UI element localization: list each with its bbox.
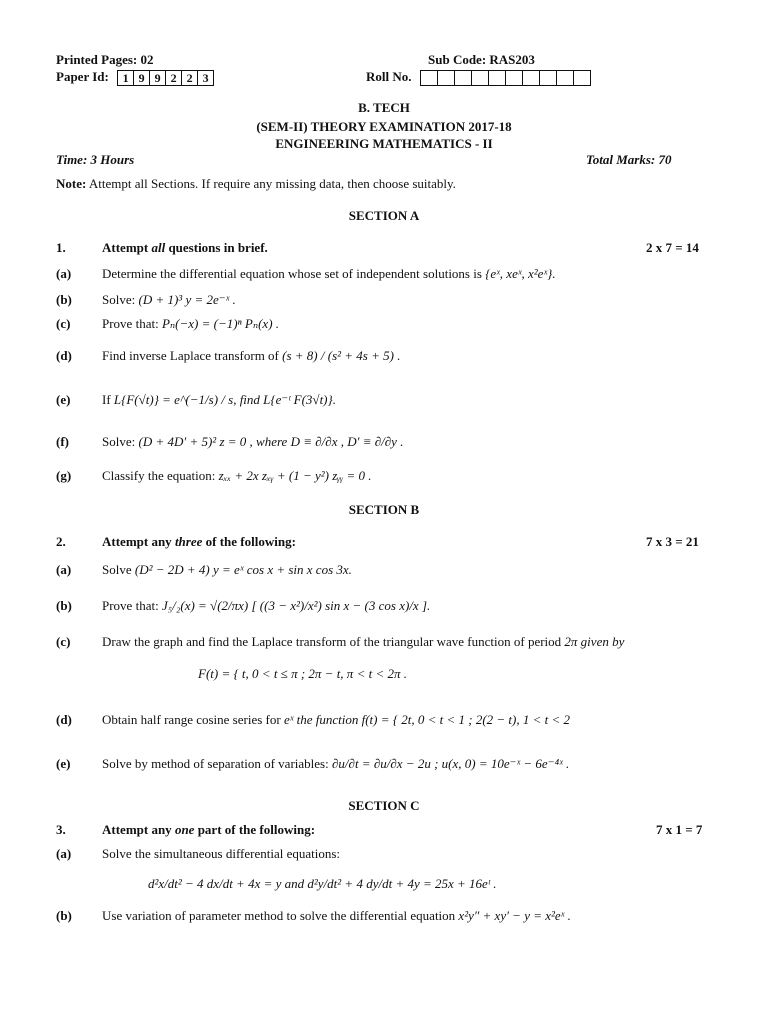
part-prose: If xyxy=(102,392,114,407)
question-2-instruction xyxy=(102,534,296,550)
part-math: 2π given by xyxy=(564,634,625,649)
q1-em: all xyxy=(151,240,166,255)
part-prose: Solve xyxy=(102,562,135,577)
question-3-instruction xyxy=(102,822,315,838)
part-text xyxy=(102,908,571,924)
paper-id-digit-box: 2 xyxy=(165,70,182,86)
roll-no-box xyxy=(437,70,455,86)
paper-id-boxes xyxy=(118,70,214,86)
part-prose: Find inverse Laplace transform of xyxy=(102,348,283,363)
roll-no-box xyxy=(488,70,506,86)
part-prose: Solve by method of separation of variables: xyxy=(102,756,332,771)
part-math: eˣ the function f(t) = { 2t, 0 < t < 1 ; 2(2 − t), 1 < t < 2 xyxy=(283,712,571,727)
part-text xyxy=(102,756,569,772)
part-text xyxy=(102,316,279,332)
roll-no-label: Roll No. xyxy=(366,69,412,84)
part-math: (D + 4D′ + 5)² z = 0 , where D ≡ ∂/∂x , D′ ≡ ∂/∂y . xyxy=(138,434,404,449)
part-prose: Prove that: xyxy=(102,316,162,331)
paper-id-digit-box: 3 xyxy=(197,70,214,86)
piecewise-function: F(t) = { t, 0 < t ≤ π ; 2π − t, π < t < 2π . xyxy=(198,666,407,681)
roll-no-box xyxy=(556,70,574,86)
roll-no-box xyxy=(522,70,540,86)
part-text xyxy=(102,348,400,364)
part-text xyxy=(102,434,403,450)
part-prose: Use variation of parameter method to solve the differential equation xyxy=(102,908,459,923)
q3-pre: Attempt any xyxy=(102,822,175,837)
part-math: Pₙ(−x) = (−1)ⁿ Pₙ(x) . xyxy=(161,316,280,331)
part-label: (a) xyxy=(56,846,72,861)
part-prose: Determine the differential equation whose set of independent solutions is xyxy=(102,266,486,281)
degree-title: B. TECH xyxy=(358,100,410,115)
part-math: {eˣ, xeˣ, x²eˣ}. xyxy=(485,266,556,281)
part-label: (d) xyxy=(56,348,72,363)
roll-no-box xyxy=(573,70,591,86)
q1-post: questions in brief. xyxy=(165,240,268,255)
part-text xyxy=(102,468,372,484)
section-b-heading: SECTION B xyxy=(348,502,420,517)
part-label: (c) xyxy=(56,316,71,331)
part-text xyxy=(102,846,340,862)
part-label: (g) xyxy=(56,468,72,483)
printed-pages: Printed Pages: 02 xyxy=(56,52,154,67)
paper-id xyxy=(56,69,214,86)
exam-time: Time: 3 Hours xyxy=(56,152,135,167)
paper-id-digit-box: 1 xyxy=(117,70,134,86)
part-label: (a) xyxy=(56,266,72,281)
part-math: x²y″ + xy′ − y = x²eˣ . xyxy=(458,908,571,923)
part-prose: Obtain half range cosine series for xyxy=(102,712,284,727)
paper-id-digit-box: 2 xyxy=(181,70,198,86)
question-2-number: 2. xyxy=(56,534,66,549)
part-math: L{F(√t)} = e^(−1/s) / s, find L{e⁻ᵗ F(3√t)}. xyxy=(113,392,336,407)
roll-no xyxy=(366,69,591,86)
paper-id-digit-box: 9 xyxy=(149,70,166,86)
note xyxy=(56,176,456,192)
roll-no-box xyxy=(539,70,557,86)
part-text xyxy=(102,266,556,282)
part-label: (b) xyxy=(56,908,72,923)
part-text xyxy=(102,292,236,308)
part-math: (D² − 2D + 4) y = eˣ cos x + sin x cos 3x. xyxy=(134,562,352,577)
part-math: (D + 1)³ y = 2e⁻ˣ . xyxy=(138,292,236,307)
question-1-instruction xyxy=(102,240,268,256)
question-3-number: 3. xyxy=(56,822,66,837)
paper-id-label: Paper Id: xyxy=(56,69,109,84)
part-label: (e) xyxy=(56,756,71,771)
note-label: Note: xyxy=(56,176,87,191)
section-a-heading: SECTION A xyxy=(348,208,420,223)
part-label: (d) xyxy=(56,712,72,727)
paper-id-digit-box: 9 xyxy=(133,70,150,86)
note-text: Attempt all Sections. If require any missing data, then choose suitably. xyxy=(88,176,456,191)
q3-post: part of the following: xyxy=(194,822,316,837)
exam-title: (SEM-II) THEORY EXAMINATION 2017-18 xyxy=(256,119,512,134)
part-prose: Prove that: xyxy=(102,598,162,613)
part-text xyxy=(102,634,624,650)
q2-post: of the following: xyxy=(202,534,296,549)
question-1-marks: 2 x 7 = 14 xyxy=(646,240,699,255)
simultaneous-equations: d²x/dt² − 4 dx/dt + 4x = y and d²y/dt² + 4 dy/dt + 4y = 25x + 16eᵗ . xyxy=(148,876,497,891)
part-prose: Solve the simultaneous differential equations: xyxy=(102,846,341,861)
part-label: (b) xyxy=(56,292,72,307)
part-math: J₅/₂(x) = √(2/πx) [ ((3 − x²)/x²) sin x − (3 cos x)/x ]. xyxy=(161,598,431,613)
roll-no-box xyxy=(420,70,438,86)
q2-pre: Attempt any xyxy=(102,534,175,549)
part-math: (s + 8) / (s² + 4s + 5) . xyxy=(282,348,401,363)
question-2-marks: 7 x 3 = 21 xyxy=(646,534,699,549)
part-text xyxy=(102,562,352,578)
roll-no-box xyxy=(505,70,523,86)
part-math: ∂u/∂t = ∂u/∂x − 2u ; u(x, 0) = 10e⁻ˣ − 6e⁻⁴ˣ . xyxy=(331,756,570,771)
roll-no-boxes xyxy=(421,70,591,86)
part-label: (a) xyxy=(56,562,72,577)
part-label: (c) xyxy=(56,634,71,649)
q3-em: one xyxy=(174,822,195,837)
q2-em: three xyxy=(174,534,203,549)
roll-no-box xyxy=(471,70,489,86)
part-prose: Solve: xyxy=(102,292,139,307)
part-prose: Solve: xyxy=(102,434,139,449)
part-label: (b) xyxy=(56,598,72,613)
subject-title: ENGINEERING MATHEMATICS - II xyxy=(275,136,493,151)
part-text xyxy=(102,392,336,408)
question-1-number: 1. xyxy=(56,240,66,255)
section-c-heading: SECTION C xyxy=(348,798,420,813)
part-prose: Classify the equation: xyxy=(102,468,219,483)
total-marks: Total Marks: 70 xyxy=(586,152,672,167)
part-prose: Draw the graph and find the Laplace transform of the triangular wave function of period xyxy=(102,634,565,649)
q1-pre: Attempt xyxy=(102,240,152,255)
part-label: (f) xyxy=(56,434,69,449)
roll-no-box xyxy=(454,70,472,86)
question-3-marks: 7 x 1 = 7 xyxy=(656,822,703,837)
part-text xyxy=(102,712,570,728)
part-label: (e) xyxy=(56,392,71,407)
part-math: zₓₓ + 2x zₓᵧ + (1 − y²) zᵧᵧ = 0 . xyxy=(218,468,372,483)
sub-code: Sub Code: RAS203 xyxy=(428,52,535,67)
part-text xyxy=(102,598,430,614)
